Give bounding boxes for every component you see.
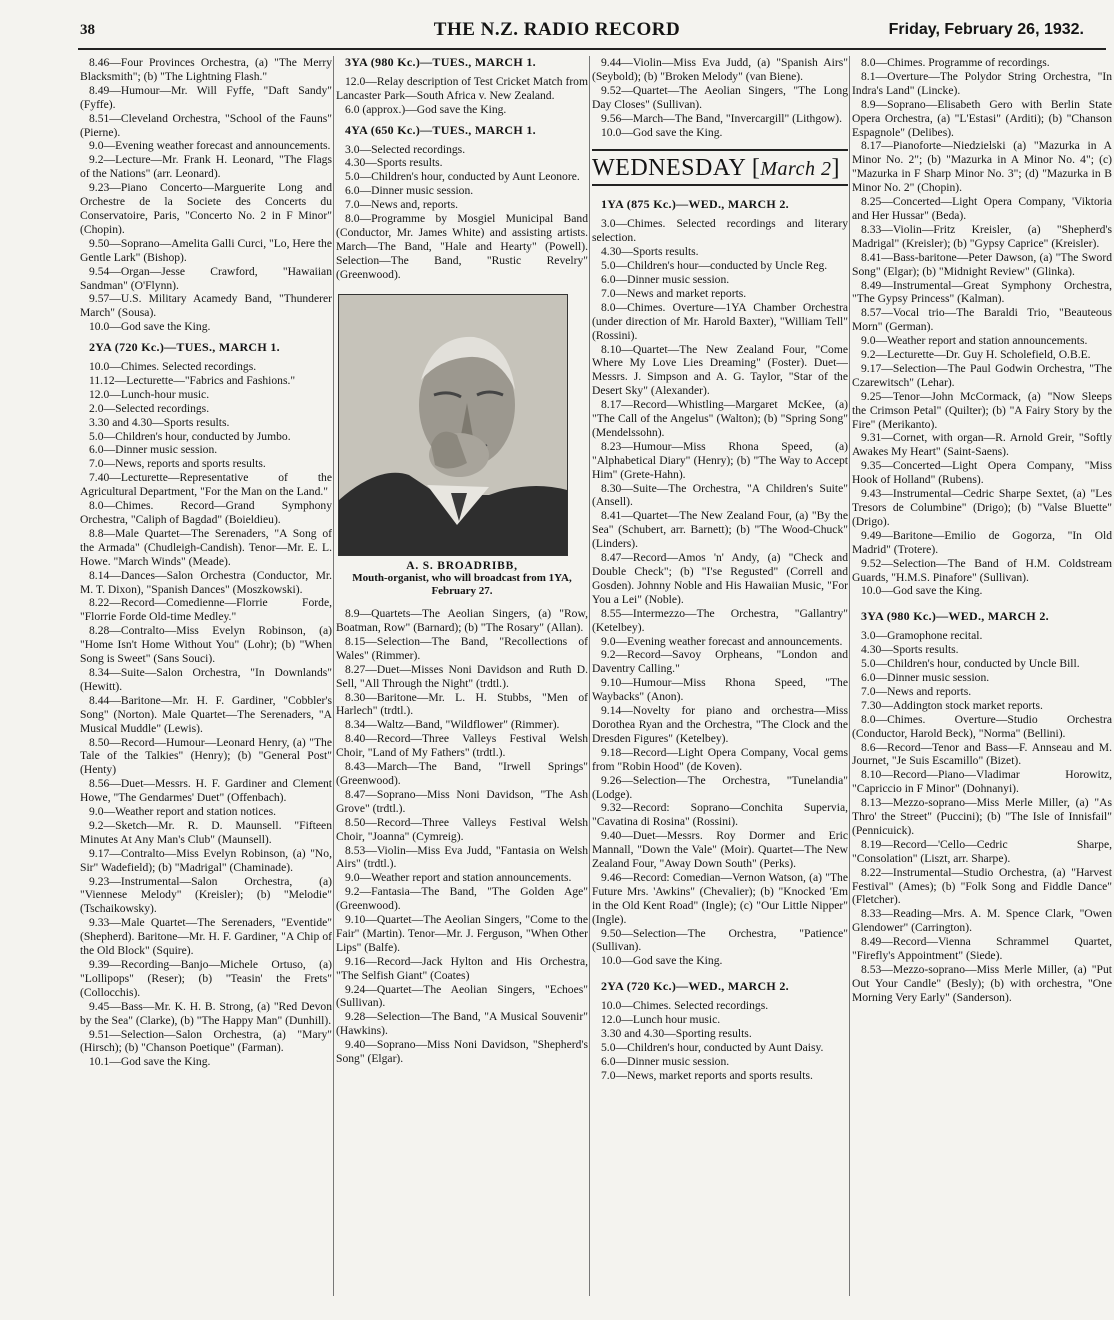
photo-caption xyxy=(336,560,588,598)
programme-entry: 4.30—Sports results. xyxy=(861,643,959,657)
entries xyxy=(852,629,1112,1004)
programme-entry: 8.1—Overture—The Polydor String Orchestra, "In Indra's Land" (Lincke). xyxy=(852,69,1112,97)
column-1 xyxy=(80,56,332,1306)
programme-entry: 8.33—Violin—Fritz Kreisler, (a) "Shepherd's Madrigal" (Kreisler); (b) "Gypsy Caprice" (Kreisler). xyxy=(852,222,1112,250)
column-3 xyxy=(592,56,848,1306)
entries xyxy=(336,75,588,117)
issue-date: Friday, February 26, 1932. xyxy=(888,21,1084,38)
programme-entry: 2.0—Selected recordings. xyxy=(89,401,210,415)
programme-entry: 9.52—Quartet—The Aeolian Singers, "The Long Day Closes" (Sullivan). xyxy=(592,83,848,111)
programme-entry: 8.33—Reading—Mrs. A. M. Spence Clark, "Owen Glendower" (Carrington). xyxy=(852,907,1112,935)
programme-entry: 9.31—Cornet, with organ—R. Arnold Greir, "Softly Awakes My Heart" (Saint-Saens). xyxy=(852,431,1112,459)
programme-entry: 9.51—Selection—Salon Orchestra, (a) "Mary" (Hirsch); (b) "Chanson Poetique" (Farman). xyxy=(80,1027,332,1055)
entries xyxy=(336,607,588,1066)
programme-entry: 8.10—Quartet—The New Zealand Four, "Come Where My Love Lies Dreaming" (Foster). Duet—Messrs. J. Simpson and A. G. Taylor, "Star of the Desert Sky" (Alexander). xyxy=(592,342,848,398)
caption-text: Mouth-organist, who will broadcast from 1YA, February 27. xyxy=(352,572,572,597)
programme-entry: 9.0—Evening weather forecast and announcements. xyxy=(89,139,331,153)
programme-entry: 8.49—Instrumental—Great Symphony Orchestra, "The Gypsy Princess" (Kalman). xyxy=(852,278,1112,306)
programme-entry: 8.49—Humour—Mr. Will Fyffe, "Daft Sandy" (Fyffe). xyxy=(80,83,332,111)
portrait-photo xyxy=(338,294,568,556)
programme-entry: 9.0—Weather report and station notices. xyxy=(89,805,277,819)
entries xyxy=(852,56,1112,598)
day-bracket-close: ] xyxy=(831,155,840,182)
programme-entry: 10.0—God save the King. xyxy=(601,954,723,968)
programme-entry: 8.22—Record—Comedienne—Florrie Forde, "Florrie Forde Old-time Medley." xyxy=(80,596,332,624)
entries xyxy=(592,217,848,968)
programme-entry: 8.46—Four Provinces Orchestra, (a) "The Merry Blacksmith"; (b) "The Lightning Flash." xyxy=(80,56,332,83)
programme-entry: 8.23—Humour—Miss Rhona Speed, (a) "Alphabetical Diary" (Henry); (b) "The Way to Accept Him" (Grete-Hahn). xyxy=(592,439,848,481)
programme-entry: 8.27—Duet—Misses Noni Davidson and Ruth D. Sell, "All Through the Night" (trdtl.). xyxy=(336,662,588,690)
programme-entry: 8.41—Bass-baritone—Peter Dawson, (a) "The Sword Song" (Elgar); (b) "Midnight Review" (Glinka). xyxy=(852,250,1112,278)
station-heading: 3YA (980 Kc.)—TUES., MARCH 1. xyxy=(345,56,536,69)
programme-entry: 10.0—Chimes. Selected recordings. xyxy=(89,360,257,374)
programme-entry: 8.40—Record—Three Valleys Festival Welsh Choir, "Land of My Fathers" (trdtl.). xyxy=(336,732,588,760)
programme-entry: 8.10—Record—Piano—Vladimar Horowitz, "Capriccio in F Minor" (Dohnanyi). xyxy=(852,768,1112,796)
day-date: March 2 xyxy=(760,158,832,181)
programme-entry: 8.9—Quartets—The Aeolian Singers, (a) "Row, Boatman, Row" (Barnard); (b) "The Rosary" (Allan). xyxy=(336,607,588,634)
programme-entry: 9.17—Selection—The Paul Godwin Orchestra, "The Czarewitsch" (Lehar). xyxy=(852,361,1112,389)
entries xyxy=(80,56,332,334)
programme-entry: 6.0—Dinner music session. xyxy=(861,670,990,684)
programme-entry: 9.28—Selection—The Band, "A Musical Souvenir" (Hawkins). xyxy=(336,1010,588,1038)
programme-entry: 10.0—God save the King. xyxy=(861,584,983,598)
programme-entry: 4.30—Sports results. xyxy=(601,245,699,259)
programme-entry: 9.40—Soprano—Miss Noni Davidson, "Shepherd's Song" (Elgar). xyxy=(336,1038,588,1066)
column-divider xyxy=(589,56,590,1296)
programme-entry: 9.16—Record—Jack Hylton and His Orchestra, "The Selfish Giant" (Coates) xyxy=(336,954,588,982)
programme-entry: 8.53—Violin—Miss Eva Judd, "Fantasia on Welsh Airs" (trdtl.). xyxy=(336,843,588,871)
programme-entry: 8.47—Soprano—Miss Noni Davidson, "The Ash Grove" (trdtl.). xyxy=(336,787,588,815)
programme-entry: 5.0—Children's hour, conducted by Uncle Bill. xyxy=(861,657,1080,671)
programme-entry: 9.0—Weather report and station announcements. xyxy=(861,334,1088,348)
programme-entry: 8.34—Waltz—Band, "Wildflower" (Rimmer). xyxy=(345,718,560,732)
programme-entry: 9.24—Quartet—The Aeolian Singers, "Echoes" (Sullivan). xyxy=(336,982,588,1010)
programme-entry: 9.2—Lecturette—Dr. Guy H. Scholefield, O.B.E. xyxy=(861,348,1091,362)
programme-entry: 10.1—God save the King. xyxy=(89,1055,211,1069)
page-header xyxy=(0,0,1114,50)
programme-entry: 6.0—Dinner music session. xyxy=(345,184,474,198)
programme-entry: 8.22—Instrumental—Studio Orchestra, (a) "Harvest Festival" (Ames); (b) "Folk Song and Fiddle Dance" (Fletcher). xyxy=(852,865,1112,907)
programme-entry: 12.0—Lunch hour music. xyxy=(601,1013,721,1027)
programme-entry: 8.25—Concerted—Light Opera Company, 'Viktoria and Her Hussar" (Beda). xyxy=(852,195,1112,222)
programme-entry: 9.50—Soprano—Amelita Galli Curci, "Lo, Here the Gentle Lark" (Bishop). xyxy=(80,236,332,264)
station-heading: 4YA (650 Kc.)—TUES., MARCH 1. xyxy=(345,122,536,137)
programme-entry: 8.0—Chimes. Overture—Studio Orchestra (Conductor, Harold Beck), "Norma" (Bellini). xyxy=(852,712,1112,740)
programme-entry: 5.0—Children's hour, conducted by Aunt Leonore. xyxy=(345,170,580,184)
programme-entry: 10.0—God save the King. xyxy=(89,320,211,334)
programme-entry: 8.9—Soprano—Elisabeth Gero with Berlin State Opera Orchestra, (a) "L'Estasi" (Arditi); (b) "Chanson Espagnole" (Delibes). xyxy=(852,97,1112,139)
programme-entry: 9.2—Fantasia—The Band, "The Golden Age" (Greenwood). xyxy=(336,885,588,913)
programme-entry: 7.30—Addington stock market reports. xyxy=(861,698,1043,712)
programme-entry: 12.0—Lunch-hour music. xyxy=(89,387,210,401)
programme-entry: 3.30 and 4.30—Sporting results. xyxy=(601,1027,752,1040)
programme-entry: 8.15—Selection—The Band, "Recollections of Wales" (Rimmer). xyxy=(336,634,588,662)
entries xyxy=(336,143,588,282)
programme-entry: 8.53—Mezzo-soprano—Miss Merle Miller, (a) "Put Out Your Candle" (Besly); (b) with orchestra, "One Morning Very Early" (Sanderson). xyxy=(852,963,1112,1004)
programme-entry: 9.2—Sketch—Mr. R. D. Maunsell. "Fifteen Minutes At Any Man's Club" (Maunsell). xyxy=(80,818,332,846)
programme-entry: 3.0—Chimes. Selected recordings and literary selection. xyxy=(592,217,848,245)
station-heading: 1YA (875 Kc.)—WED., MARCH 2. xyxy=(601,197,789,212)
programme-entry: 8.34—Suite—Salon Orchestra, "In Downlands" (Hewitt). xyxy=(80,665,332,693)
day-banner xyxy=(592,149,848,186)
programme-entry: 9.32—Record: Soprano—Conchita Supervia, "Cavatina di Rosina" (Rossini). xyxy=(592,801,848,829)
programme-entry: 10.0—God save the King. xyxy=(601,125,723,139)
programme-entry: 9.23—Piano Concerto—Marguerite Long and Orchestre de la Societe des Concerts du Conservatoire, Paris, "Concerto No. 2 in F Minor" (Chopin). xyxy=(80,181,332,236)
programme-entry: 8.17—Pianoforte—Niedzielski (a) "Mazurka in A Minor No. 2"; (b) "Mazurka in A Minor No. 4"; (c) "Mazurka in F Sharp Minor No. 3"; (d) "Mazurka in B Minor No. 2" (Chopin). xyxy=(852,139,1112,195)
programme-entry: 8.6—Record—Tenor and Bass—F. Annseau and M. Journet, "Je Suis Escamillo" (Bizet). xyxy=(852,740,1112,768)
programme-entry: 9.2—Record—Savoy Orpheans, "London and Daventry Calling." xyxy=(592,648,848,676)
programme-entry: 8.30—Suite—The Orchestra, "A Children's Suite" (Ansell). xyxy=(592,481,848,509)
programme-entry: 9.46—Record: Comedian—Vernon Watson, (a) "The Future Mrs. 'Awkins" (Chevalier); (b) "Knocked 'Em in the Old Kent Road" (Ingle); (c) "Our Little Nipper" (Ingle). xyxy=(592,870,848,926)
programme-entry: 8.47—Record—Amos 'n' Andy, (a) "Check and Double Check"; (b) "I'se Regusted" (Correll and Gosden). Johnny Noble and His Hawaiian Music, "For You a Lei" (Noble). xyxy=(592,551,848,606)
programme-entry: 9.10—Humour—Miss Rhona Speed, "The Waybacks" (Anon). xyxy=(592,676,848,704)
programme-entry: 5.0—Children's hour—conducted by Uncle Reg. xyxy=(601,259,828,273)
entries xyxy=(592,56,848,139)
programme-entry: 8.8—Male Quartet—The Serenaders, "A Song of the Armada" (Chudleigh-Candish). Tenor—Mr. E. L. Howe. "March Winds" (Meade). xyxy=(80,526,332,568)
programme-entry: 8.50—Record—Three Valleys Festival Welsh Choir, "Joanna" (Cymreig). xyxy=(336,815,588,843)
programme-entry: 8.0—Programme by Mosgiel Municipal Band (Conductor, Mr. James White) and assisting artists. March—The Band, "Hale and Hearty" (Powell). Selection—The Band, "Rustic Revelry" (Greenwood). xyxy=(336,212,588,281)
programme-entry: 7.0—News and, reports. xyxy=(345,198,459,212)
programme-entry: 8.13—Mezzo-soprano—Miss Merle Miller, (a) "As Thro' the Street" (Puccini); (b) "The Isle of Innisfail" (Pennicuick). xyxy=(852,796,1112,837)
programme-entry: 8.43—March—The Band, "Irwell Springs" (Greenwood). xyxy=(336,760,588,787)
programme-entry: 7.0—News and reports. xyxy=(861,684,972,698)
programme-entry: 9.2—Lecture—Mr. Frank H. Leonard, "The Flags of the Nations" (arr. Leonard). xyxy=(80,153,332,181)
programme-entry: 8.28—Contralto—Miss Evelyn Robinson, (a) "Home Isn't Home Without You" (Lohr); (b) "When Song is Sweet" (Sans Souci). xyxy=(80,624,332,666)
entries xyxy=(80,360,332,1069)
programme-entry: 8.0—Chimes. Programme of recordings. xyxy=(861,56,1050,69)
column-divider xyxy=(333,56,334,1296)
column-4 xyxy=(852,56,1112,1306)
header-rule xyxy=(78,48,1106,50)
programme-entry: 5.0—Children's hour, conducted by Jumbo. xyxy=(89,429,291,443)
programme-entry: 3.0—Gramophone recital. xyxy=(861,629,983,643)
programme-entry: 9.17—Contralto—Miss Evelyn Robinson, (a) "No, Sir" Wadefield); (b) "Madrigal" (Chaminade). xyxy=(80,846,332,874)
programme-entry: 7.0—News, reports and sports results. xyxy=(89,457,266,471)
programme-entry: 6.0—Dinner music session. xyxy=(89,443,218,457)
programme-entry: 6.0 (approx.)—God save the King. xyxy=(345,102,507,116)
programme-entry: 8.41—Quartet—The New Zealand Four, (a) "By the Sea" (Schubert, arr. Barnett); (b) "The Wood-Chuck" (Linders). xyxy=(592,509,848,551)
programme-entry: 8.56—Duet—Messrs. H. F. Gardiner and Clement Howe, "The Gendarmes' Duet" (Offenbach). xyxy=(80,777,332,805)
masthead: THE N.Z. RADIO RECORD xyxy=(433,19,681,40)
programme-entry: 9.40—Duet—Messrs. Roy Dormer and Eric Mannall, "Down the Vale" (Moir). Quartet—The New Zealand Four, "Away Down South" (Perks). xyxy=(592,829,848,871)
programme-entry: 9.0—Weather report and station announcements. xyxy=(345,871,572,885)
programme-entry: 6.0—Dinner music session. xyxy=(601,272,730,286)
programme-entry: 3.0—Selected recordings. xyxy=(345,142,466,156)
programme-entry: 8.55—Intermezzo—The Orchestra, "Gallantry" (Ketelbey). xyxy=(592,606,848,634)
programme-entry: 9.54—Organ—Jesse Crawford, "Hawaiian Sandman" (O'Flynn). xyxy=(80,264,332,292)
programme-entry: 9.23—Instrumental—Salon Orchestra, (a) "Viennese Melody" (Kreisler); (b) "Melodie" (Tschaikowsky). xyxy=(80,874,332,916)
programme-entry: 9.10—Quartet—The Aeolian Singers, "Come to the Fair" (Martin). Tenor—Mr. J. Ferguson, "When Other Lips" (Balfe). xyxy=(336,913,588,954)
programme-entry: 7.0—News, market reports and sports results. xyxy=(601,1068,813,1082)
entries xyxy=(592,999,848,1082)
programme-entry: 9.52—Selection—The Band of H.M. Coldstream Guards, "H.M.S. Pinafore" (Sullivan). xyxy=(852,556,1112,584)
day-name: WEDNESDAY xyxy=(592,155,746,182)
programme-entry: 9.35—Concerted—Light Opera Company, "Miss Hook of Holland" (Rubens). xyxy=(852,459,1112,487)
programme-entry: 9.33—Male Quartet—The Serenaders, "Eventide" (Shepherd). Baritone—Mr. H. F. Gardiner, "A Chip of the Old Block" (Squire). xyxy=(80,916,332,958)
page-number: 38 xyxy=(80,22,95,38)
programme-entry: 8.0—Chimes. Overture—1YA Chamber Orchestra (under direction of Mr. Harold Baxter), "William Tell" (Rossini). xyxy=(592,300,848,342)
programme-entry: 9.25—Tenor—John McCormack, (a) "Now Sleeps the Crimson Petal" (Quilter); (b) "A Fairy Story by the Fire" (Merikanto). xyxy=(852,389,1112,431)
programme-entry: 8.14—Dances—Salon Orchestra (Conductor, Mr. M. T. Dixon), "Spanish Dances" (Moszkowski). xyxy=(80,568,332,596)
day-bracket-open: [ xyxy=(751,155,761,182)
programme-entry: 9.43—Instrumental—Cedric Sharpe Sextet, (a) "Les Tresors de Columbine" (Drigo); (b) "Valse Bluette" (Drigo). xyxy=(852,487,1112,528)
column-2 xyxy=(336,56,588,1306)
programme-entry: 5.0—Children's hour, conducted by Aunt Daisy. xyxy=(601,1040,824,1054)
programme-entry: 7.0—News and market reports. xyxy=(601,286,747,300)
programme-entry: 9.44—Violin—Miss Eva Judd, (a) "Spanish Airs" (Seybold); (b) "Broken Melody" (van Biene). xyxy=(592,56,848,83)
station-heading: 2YA (720 Kc.)—TUES., MARCH 1. xyxy=(89,340,280,355)
programme-entry: 8.50—Record—Humour—Leonard Henry, (a) "The Tale of the Talkies" (Henry); (b) "General Post" (Henty) xyxy=(80,735,332,777)
programme-entry: 8.0—Chimes. Record—Grand Symphony Orchestra, "Caliph of Bagdad" (Boieldieu). xyxy=(80,499,332,526)
programme-entry: 7.40—Lecturette—Representative of the Agricultural Department, "For the Man on the Land." xyxy=(80,471,332,499)
programme-entry: 8.57—Vocal trio—The Baraldi Trio, "Beauteous Morn" (German). xyxy=(852,306,1112,334)
column-divider xyxy=(849,56,850,1296)
station-heading: 2YA (720 Kc.)—WED., MARCH 2. xyxy=(601,979,789,994)
programme-entry: 9.39—Recording—Banjo—Michele Ortuso, (a) "Lollipops" (Reser); (b) "Teasin' the Frets" (Collocchis). xyxy=(80,958,332,999)
programme-entry: 8.19—Record—'Cello—Cedric Sharpe, "Consolation" (Liszt, arr. Sharpe). xyxy=(852,837,1112,865)
programme-entry: 8.49—Record—Vienna Schrammel Quartet, "Firefly's Appointment" (Siede). xyxy=(852,935,1112,963)
programme-entry: 9.18—Record—Light Opera Company, Vocal gems from "Robin Hood" (de Koven). xyxy=(592,745,848,773)
programme-entry: 8.51—Cleveland Orchestra, "School of the Fauns" (Pierne). xyxy=(80,111,332,139)
programme-entry: 4.30—Sports results. xyxy=(345,156,443,170)
programme-entry: 12.0—Relay description of Test Cricket Match from Lancaster Park—South Africa v. New Zealand. xyxy=(336,74,588,102)
programme-entry: 10.0—Chimes. Selected recordings. xyxy=(601,999,769,1013)
caption-name: A. S. BROADRIBB, xyxy=(406,559,518,572)
programme-entry: 9.45—Bass—Mr. K. H. B. Strong, (a) "Red Devon by the Sea" (Clarke), (b) "The Happy Man" (Dunhill). xyxy=(80,999,332,1027)
programme-entry: 9.26—Selection—The Orchestra, "Tunelandia" (Lodge). xyxy=(592,773,848,801)
programme-entry: 9.49—Baritone—Emilio de Gogorza, "In Old Madrid" (Trotere). xyxy=(852,528,1112,556)
station-heading: 3YA (980 Kc.)—WED., MARCH 2. xyxy=(861,609,1049,624)
programme-entry: 6.0—Dinner music session. xyxy=(601,1054,730,1068)
programme-entry: 8.30—Baritone—Mr. L. H. Stubbs, "Men of Harlech" (trdtl.). xyxy=(336,690,588,718)
programme-entry: 8.17—Record—Whistling—Margaret McKee, (a) "The Call of the Angelus" (Walton); (b) "Spring Song" (Mendelssohn). xyxy=(592,398,848,439)
programme-entry: 3.30 and 4.30—Sports results. xyxy=(89,415,230,429)
programme-entry: 9.57—U.S. Military Acamedy Band, "Thunderer March" (Sousa). xyxy=(80,292,332,320)
programme-entry: 8.44—Baritone—Mr. H. F. Gardiner, "Cobbler's Song" (Norton). Male Quartet—The Serenaders, "A Musical Muddle" (Lewis). xyxy=(80,693,332,735)
programme-entry: 9.14—Novelty for piano and orchestra—Miss Dorothea Ryan and the Orchestra, "The Clock and the Dresden Figures" (Ketelbey). xyxy=(592,704,848,745)
programme-entry: 9.0—Evening weather forecast and announcements. xyxy=(601,634,843,648)
programme-entry: 9.56—March—The Band, "Invercargill" (Lithgow). xyxy=(601,111,843,125)
programme-entry: 9.50—Selection—The Orchestra, "Patience" (Sullivan). xyxy=(592,926,848,954)
programme-entry: 11.12—Lecturette—"Fabrics and Fashions." xyxy=(89,373,296,387)
